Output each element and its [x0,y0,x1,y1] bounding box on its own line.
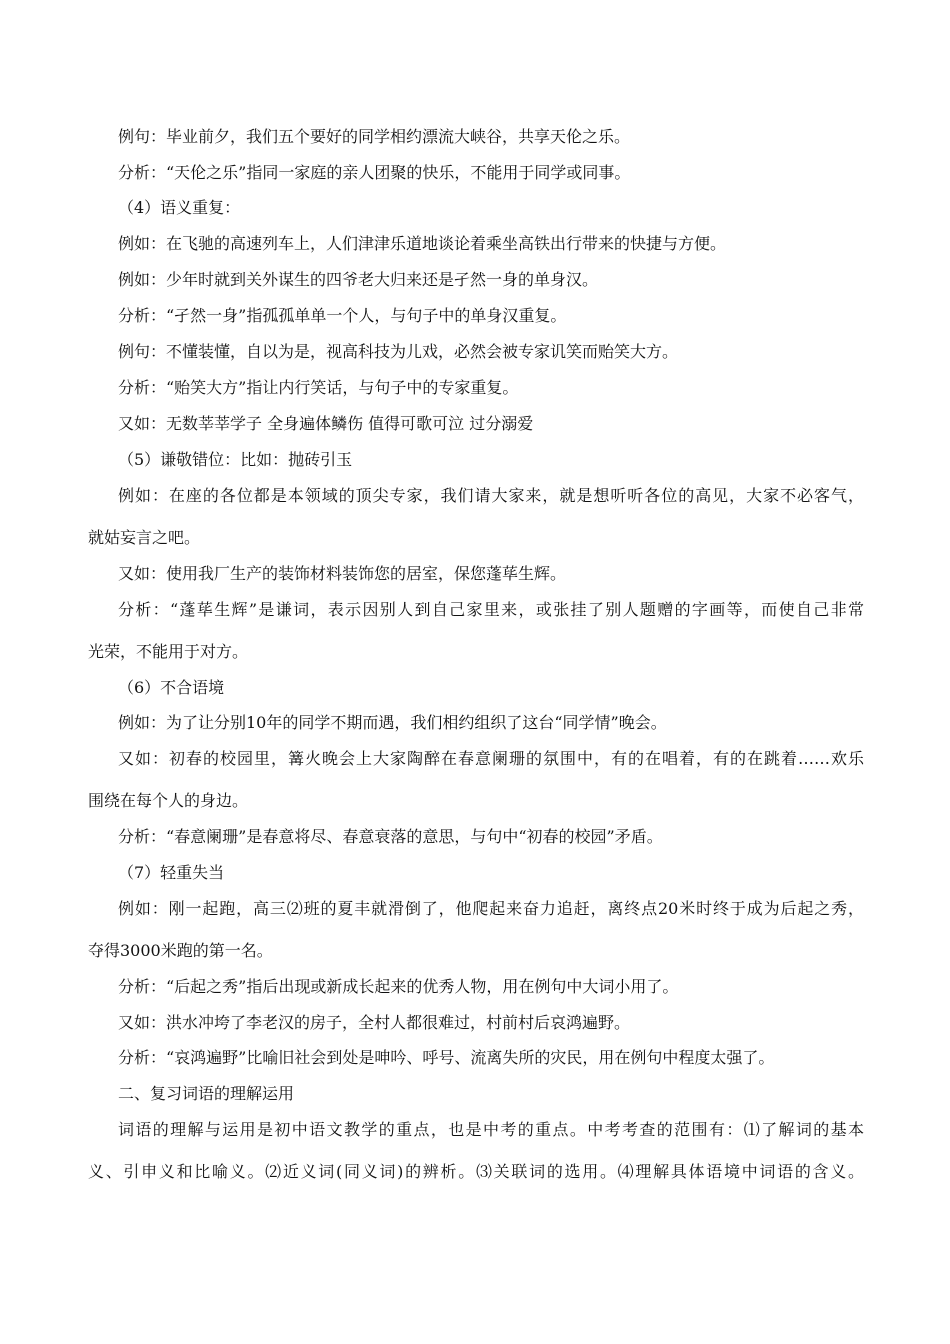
paragraph-line: 光荣，不能用于对方。 [88,642,249,661]
paragraph-line: 例如：刚一起跑，高三⑵班的夏丰就滑倒了，他爬起来奋力追赶，离终点20米时终于成为后起之秀， [118,899,864,918]
section-heading: 二、复习词语的理解运用 [118,1084,295,1103]
paragraph-line: 分析：“哀鸿遍野”比喻旧社会到处是呻吟、呼号、流离失所的灾民，用在例句中程度太强了。 [118,1048,775,1067]
paragraph-line: 义、引申义和比喻义。⑵近义词(同义词)的辨析。⑶关联词的选用。⑷理解具体语境中词语的含义。 [88,1162,864,1181]
paragraph-line: 分析：“蓬荜生辉”是谦词，表示因别人到自己家里来，或张挂了别人题赠的字画等，而使自己非常 [118,600,864,619]
paragraph-line: 例如：在座的各位都是本领域的顶尖专家，我们请大家来，就是想听听各位的高见，大家不必客气， [118,486,864,505]
paragraph-line: 又如：初春的校园里，篝火晚会上大家陶醉在春意阑珊的氛围中，有的在唱着，有的在跳着……欢乐 [118,749,864,768]
paragraph-line: 分析：“天伦之乐”指同一家庭的亲人团聚的快乐，不能用于同学或同事。 [118,163,631,182]
paragraph-line: 词语的理解与运用是初中语文教学的重点，也是中考的重点。中考考查的范围有：⑴了解词的基本 [118,1120,864,1139]
paragraph-line: 例如：在飞驰的高速列车上，人们津津乐道地谈论着乘坐高铁出行带来的快捷与方便。 [118,234,727,253]
paragraph-line: 夺得3000米跑的第一名。 [88,941,273,960]
paragraph-line: 例句：不懂装懂，自以为是，视高科技为儿戏，必然会被专家讥笑而贻笑大方。 [118,342,679,361]
paragraph-line: 围绕在每个人的身边。 [88,791,249,810]
paragraph-line: 例如：少年时就到关外谋生的四爷老大归来还是孑然一身的单身汉。 [118,270,599,289]
paragraph-line: 分析：“春意阑珊”是春意将尽、春意衰落的意思，与句中“初春的校园”矛盾。 [118,827,663,846]
paragraph-line: 又如：无数莘莘学子 全身遍体鳞伤 值得可歌可泣 过分溺爱 [118,414,534,433]
section-heading: （7）轻重失当 [118,863,225,882]
paragraph-line: 分析：“贻笑大方”指让内行笑话，与句子中的专家重复。 [118,378,519,397]
section-heading: （4）语义重复： [118,198,241,217]
paragraph-line: 例句：毕业前夕，我们五个要好的同学相约漂流大峡谷，共享天伦之乐。 [118,127,631,146]
paragraph-line: 又如：洪水冲垮了李老汉的房子，全村人都很难过，村前村后哀鸿遍野。 [118,1013,631,1032]
paragraph-line: 分析：“后起之秀”指后出现或新成长起来的优秀人物，用在例句中大词小用了。 [118,977,679,996]
section-heading: （5）谦敬错位：比如：抛砖引玉 [118,450,353,469]
section-heading: （6）不合语境 [118,678,225,697]
paragraph-line: 又如：使用我厂生产的装饰材料装饰您的居室，保您蓬荜生辉。 [118,564,567,583]
paragraph-line: 就姑妄言之吧。 [88,528,201,547]
paragraph-line: 例如：为了让分别10年的同学不期而遇，我们相约组织了这台“同学情”晚会。 [118,713,667,732]
paragraph-line: 分析：“孑然一身”指孤孤单单一个人，与句子中的单身汉重复。 [118,306,567,325]
